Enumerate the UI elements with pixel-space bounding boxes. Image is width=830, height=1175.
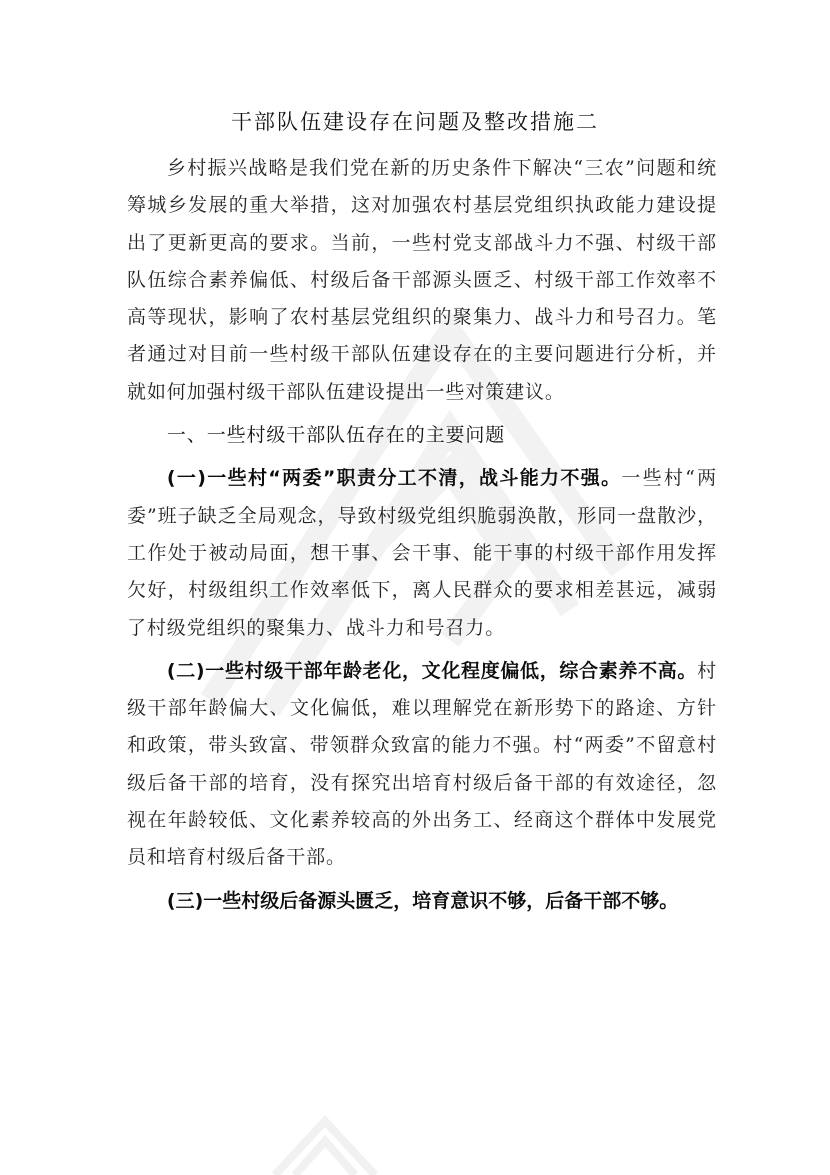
item-subheading-3: (三)一些村级后备源头匮乏，培育意识不够，后备干部不够。 bbox=[166, 889, 679, 912]
document-body bbox=[127, 150, 717, 926]
intro-paragraph: 乡村振兴战略是我们党在新的历史条件下解决“三农”问题和统筹城乡发展的重大举措，这对加强农村基层党组织执政能力建设提出了更新更高的要求。当前，一些村党支部战斗力不强、村级干部队伍综合素养偏低、村级后备干部源头匮乏、村级干部工作效率不高等现状，影响了农村基层党组织的聚集力、战斗力和号召力。笔者通过对目前一些村级干部队伍建设存在的主要问题进行分析，并就如何加强村级干部队伍建设提出一些对策建议。 bbox=[127, 157, 717, 403]
item-paragraph-1 bbox=[127, 460, 717, 646]
item-text-2: 村级干部年龄偏大、文化偏低，难以理解党在新形势下的路途、方针和政策，带头致富、带领群众致富的能力不强。村“两委”不留意村级后备干部的培育，没有探究出培育村级后备干部的有效途径，忽视在年龄较低、文化素养较高的外出务工、经商这个群体中发展党员和培育村级后备干部。 bbox=[127, 659, 717, 869]
item-paragraph-3 bbox=[127, 883, 717, 920]
item-subheading-1: (一)一些村“两委”职责分工不清，战斗能力不强。 bbox=[166, 467, 622, 490]
section-heading: 一、一些村级干部队伍存在的主要问题 bbox=[166, 424, 506, 447]
watermark-logo-bottom-icon bbox=[265, 1115, 385, 1175]
item-paragraph-2 bbox=[127, 653, 717, 877]
item-text-1: 一些村“两委”班子缺乏全局观念，导致村级党组织脆弱涣散，形同一盘散沙，工作处于被动局面，想干事、会干事、能干事的村级干部作用发挥欠好，村级组织工作效率低下，离人民群众的要求相差甚远，减弱了村级党组织的聚集力、战斗力和号召力。 bbox=[127, 467, 717, 639]
item-subheading-2: (二)一些村级干部年龄老化，文化程度偏低，综合素养不高。 bbox=[166, 659, 698, 682]
document-title: 干部队伍建设存在问题及整改措施二 bbox=[231, 110, 599, 134]
